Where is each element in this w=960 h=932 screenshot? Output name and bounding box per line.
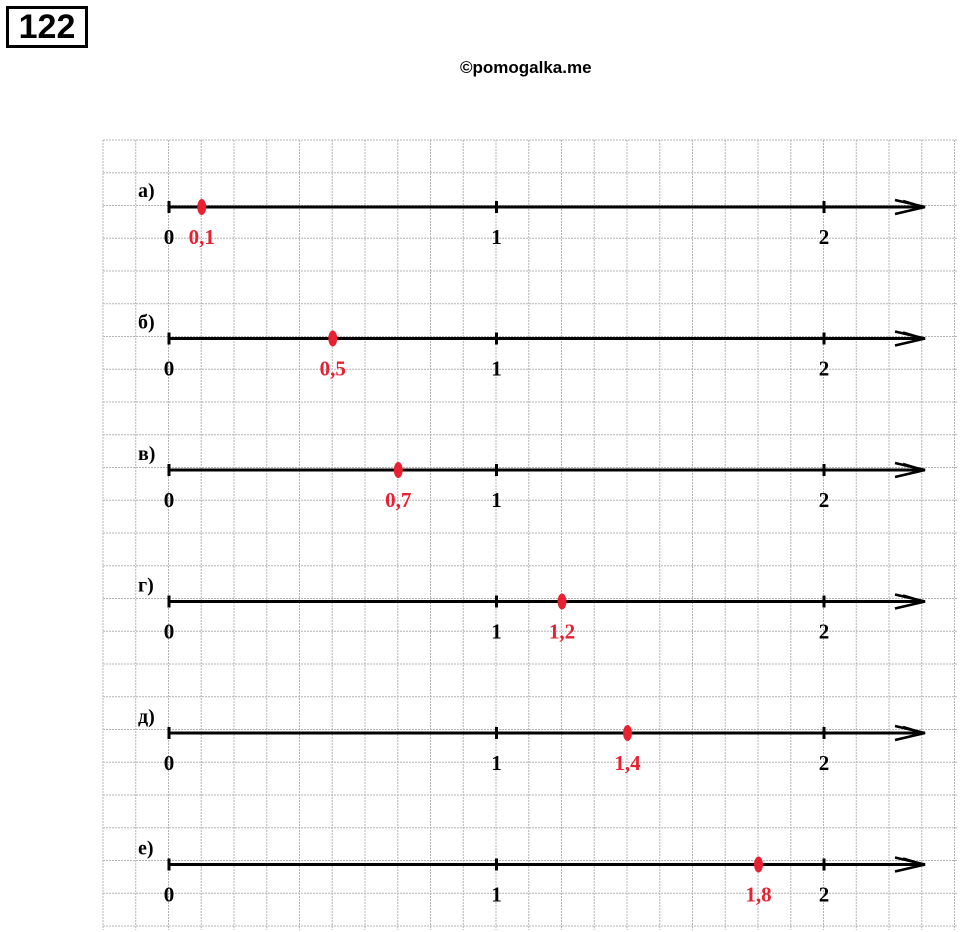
tick-label: 0 [163, 488, 175, 512]
point-label: 1,4 [614, 751, 641, 775]
watermark: ©pomogalka.me [460, 58, 592, 77]
marked-point [754, 857, 763, 873]
tick-label: 1 [491, 488, 502, 512]
row-label: б) [138, 311, 155, 334]
tick-label: 0 [163, 751, 175, 775]
row-label: д) [138, 706, 155, 728]
point-label: 0,1 [188, 225, 215, 249]
marked-point [623, 725, 632, 741]
tick-label: 1 [491, 751, 502, 775]
row-label: а) [138, 180, 155, 202]
tick-label: 2 [818, 751, 830, 775]
point-label: 0,5 [319, 356, 346, 381]
marked-point [328, 331, 337, 347]
tick-label: 0 [163, 619, 175, 644]
tick-label: 1 [491, 882, 502, 907]
tick-label: 2 [818, 488, 830, 512]
marked-point [394, 462, 403, 478]
tick-label: 0 [163, 882, 175, 907]
number-line-row [138, 312, 925, 381]
marked-point [197, 199, 206, 215]
tick-label: 2 [818, 619, 830, 644]
point-label: 0,7 [385, 488, 412, 512]
row-label: е) [138, 837, 154, 860]
number-line-row [138, 575, 925, 644]
point-label: 1,2 [548, 619, 576, 644]
tick-label: 0 [163, 225, 175, 249]
number-lines [138, 180, 925, 907]
task-number: 122 [6, 6, 88, 48]
number-line-row [138, 838, 925, 907]
number-line-row [138, 706, 925, 775]
tick-label: 1 [491, 356, 502, 381]
tick-label: 1 [491, 225, 502, 249]
point-label: 1,8 [745, 882, 772, 907]
grid-paper [103, 140, 958, 930]
tick-label: 2 [818, 225, 830, 249]
row-label: в) [138, 443, 156, 465]
tick-label: 2 [818, 356, 830, 381]
number-line-row [138, 443, 925, 512]
row-label: г) [138, 574, 154, 597]
marked-point [558, 594, 567, 610]
tick-label: 0 [163, 356, 175, 381]
tick-label: 1 [491, 619, 502, 644]
tick-label: 2 [818, 882, 830, 907]
